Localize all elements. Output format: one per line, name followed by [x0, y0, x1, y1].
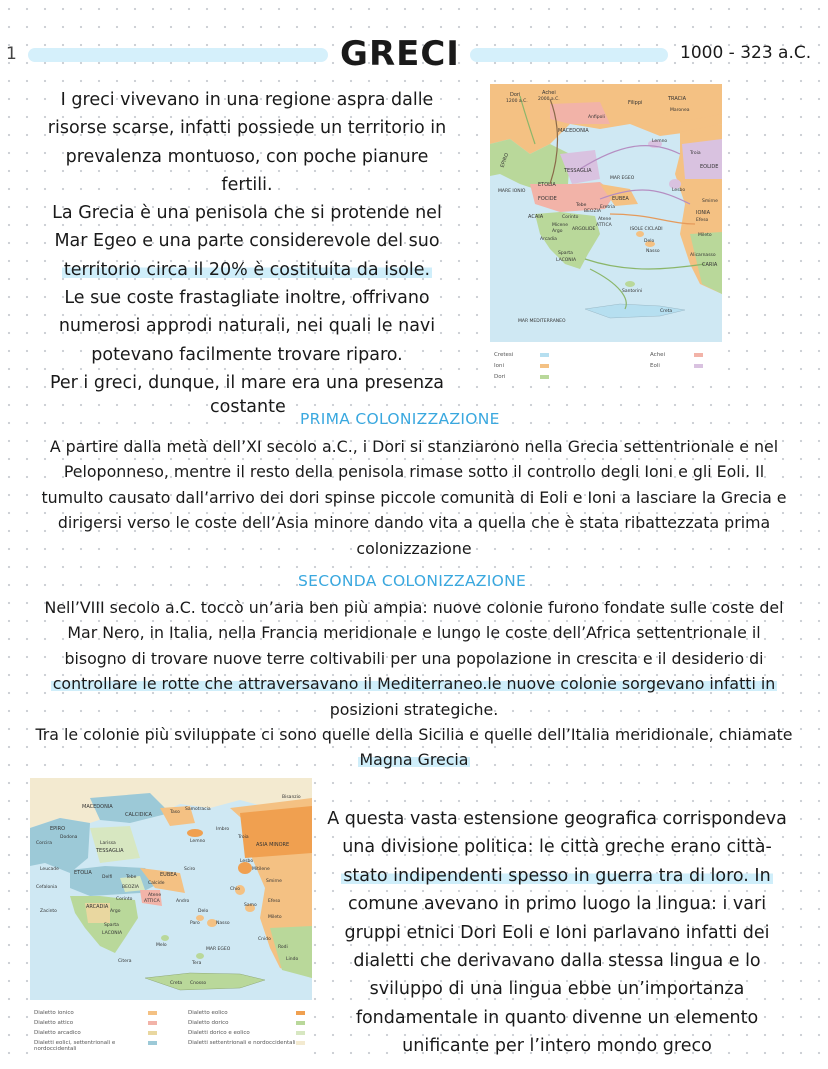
- map-label: Citera: [118, 959, 132, 964]
- map-label: Sparta: [558, 251, 573, 256]
- highlighted-text: territorio circa il 20% è costituita da isole.: [63, 259, 431, 280]
- legend-swatch: [148, 1021, 157, 1025]
- map-label: ISOLE CICLADI: [630, 227, 663, 232]
- map-label: 2000 a.C.: [538, 97, 560, 102]
- map-label: CALCIDICA: [125, 812, 152, 818]
- island-lemno: [187, 829, 203, 837]
- map-label: ACAIA: [528, 214, 544, 220]
- map-label: Atene: [598, 217, 612, 222]
- map-label: Cefalonia: [36, 885, 58, 890]
- text-line: fondamentale in quanto divenne un elemento: [355, 1007, 759, 1028]
- text-line: sviluppo di una lingua ebbe un’importanza: [369, 979, 745, 1000]
- legend-item: Dialetti eolici, settentrionali e nordoccidentali: [34, 1040, 116, 1052]
- map-label: ATTICA: [144, 899, 160, 904]
- map-greek-migrations: [490, 84, 722, 384]
- map-label: Dodona: [60, 835, 78, 840]
- text-line: unificante per l’intero mondo greco: [402, 1036, 712, 1057]
- map-label: CARIA: [702, 262, 718, 268]
- map-label: LACONIA: [556, 258, 577, 263]
- date-range: 1000 - 323 a.C.: [680, 43, 812, 63]
- map-label: Smirne: [266, 879, 282, 884]
- map-label: ETOLIA: [538, 182, 556, 188]
- title-highlight-right: [470, 48, 668, 62]
- map-label: Argo: [110, 909, 121, 914]
- map-label: 1200 a.C.: [506, 99, 528, 104]
- map-label: Anfipoli: [588, 115, 605, 120]
- legend-item: Dialetti dorico e eolico: [188, 1030, 250, 1036]
- map-label: EUBEA: [612, 196, 629, 202]
- map-label: Lemno: [652, 139, 668, 144]
- map-label: Delfi: [102, 875, 113, 880]
- map-label: Lemno: [190, 839, 206, 844]
- text-line: I greci vivevano in una regione aspra dalle: [60, 90, 434, 110]
- text-line: Tra le colonie più sviluppate ci sono quelle della Sicilia e quelle dell’Italia meridionale, chiamate: [35, 725, 793, 745]
- map-label: Corcira: [36, 841, 52, 846]
- map-label: Taso: [170, 810, 180, 815]
- section-text-seconda-colonizzazione: [14, 595, 814, 773]
- map-label: Corinto: [116, 897, 133, 902]
- map-label: Tera: [192, 961, 202, 966]
- map-label: EPIRO: [50, 826, 66, 832]
- map-label: Mileto: [268, 915, 282, 920]
- map-label: Tebe: [126, 875, 137, 880]
- map-label: EPIRO: [499, 152, 511, 169]
- legend-swatch: [296, 1011, 305, 1015]
- map-label: Nasso: [646, 249, 660, 254]
- section-text-prima-colonizzazione: [14, 434, 814, 561]
- map-label: MAR MEDITERRANEO: [518, 319, 566, 324]
- text-line: fertili.: [221, 174, 273, 195]
- map-label: Achei: [542, 90, 556, 96]
- map-label: MAR EGEO: [206, 947, 231, 952]
- legend-item: Dialetto attico: [34, 1020, 74, 1026]
- map-label: Micene: [552, 223, 568, 228]
- text-line: Peloponneso, mentre il resto della penisola rimase sotto il controllo degli Ioni e gli Eoli. Il: [63, 462, 765, 482]
- text-line: numerosi approdi naturali, nei quali le navi: [58, 316, 436, 337]
- island-rodi: [279, 949, 291, 957]
- map-label: Alicarnasso: [690, 253, 716, 258]
- map-label: Larissa: [100, 841, 116, 846]
- map-label: Zacinto: [40, 909, 57, 914]
- map-label: Santorini: [622, 289, 643, 294]
- text-line: gruppi etnici Dori Eoli e Ioni parlavano infatti dei: [344, 922, 770, 943]
- map-label: Imbro: [216, 827, 230, 832]
- map-label: BEOZIA: [122, 885, 139, 890]
- map-label: FOCIDE: [538, 196, 557, 202]
- map-label: Mileto: [698, 233, 712, 238]
- map-migrations-svg: [490, 84, 722, 342]
- map-label: MACEDONIA: [558, 128, 589, 134]
- map-label: Creta: [170, 981, 183, 986]
- legend-swatch: [540, 375, 549, 379]
- text-line: dirigersi verso le coste dell’Asia minore dando vita a quella che è stata ribattezzata prima: [57, 513, 771, 533]
- map-label: Melo: [156, 943, 167, 948]
- map-label: TRACIA: [668, 96, 687, 102]
- map-label: ASIA MINORE: [256, 842, 290, 848]
- legend-swatch: [148, 1011, 157, 1015]
- legend-item: Dialetto eolico: [188, 1010, 228, 1016]
- map-label: Troia: [238, 835, 249, 840]
- text-line: Mar Nero, in Italia, nella Francia meridionale e lungo le coste dell’Africa settentrionale il: [67, 623, 761, 643]
- text-line: dialetti che derivavano dalla stessa lingua e lo: [353, 951, 761, 972]
- map-label: LACONIA: [102, 931, 123, 936]
- map-label: Atene: [148, 893, 162, 898]
- map-label: Sparta: [104, 923, 119, 928]
- title-highlight-left: [28, 48, 328, 62]
- legend-swatch: [296, 1041, 305, 1045]
- map-label: Chio: [230, 887, 240, 892]
- legend-item: Dialetto arcadico: [34, 1030, 81, 1036]
- map-dialects-svg: [30, 778, 312, 1000]
- legend-swatch: [296, 1021, 305, 1025]
- map-label: Maronea: [670, 108, 690, 113]
- text-line: bisogno di trovare nuove terre coltivabili per una popolazione in crescita e il desiderio di: [64, 648, 764, 668]
- highlighted-text: controllare le rotte che attraversavano il Mediterraneo.le nuove colonie sorgevano infatti in: [52, 674, 776, 694]
- page-number: 1: [6, 44, 17, 64]
- map-label: Andro: [176, 899, 190, 904]
- text-line: [34, 256, 460, 284]
- map-label: Filippi: [628, 100, 643, 106]
- island-melo: [161, 935, 169, 941]
- map-label: Leucade: [40, 867, 59, 872]
- legend-swatch: [148, 1031, 157, 1035]
- legend-item: Cretesi: [494, 352, 514, 358]
- map-label: Calcide: [148, 881, 165, 886]
- map-label: TESSAGLIA: [96, 848, 124, 854]
- text-line: Mar Egeo e una parte considerevole del suo: [54, 231, 440, 252]
- text-line: [14, 747, 814, 772]
- island-tera: [196, 953, 204, 959]
- land-macedonia: [550, 102, 610, 124]
- map-label: Corinto: [562, 215, 579, 220]
- map-label: Cnido: [258, 937, 271, 942]
- text-line: La Grecia è una penisola che si protende nel: [52, 203, 442, 224]
- legend-item: Achei: [650, 352, 666, 358]
- map-label: IONIA: [696, 210, 711, 216]
- map-label: MAR EGEO: [610, 176, 635, 181]
- map-label: ATTICA: [596, 223, 612, 228]
- map-label: Smirne: [702, 199, 718, 204]
- section-title-prima-colonizzazione: PRIMA COLONIZZAZIONE: [300, 410, 500, 428]
- legend-swatch: [694, 353, 703, 357]
- map-label: Lesbo: [672, 188, 686, 193]
- legend-item: Dori: [494, 374, 506, 380]
- intro-tail-word: costante: [210, 397, 286, 417]
- intro-paragraph: [34, 86, 460, 397]
- highlighted-text: stato indipendenti spesso in guerra tra di loro. In: [343, 865, 771, 886]
- map-label: Argo: [552, 229, 563, 234]
- map-label: Lindo: [286, 957, 299, 962]
- map-label: Arcadia: [540, 237, 557, 242]
- map-label: Troia: [690, 151, 701, 156]
- map-label: TESSAGLIA: [564, 168, 592, 174]
- text-line: comune avevano in primo luogo la lingua: i vari: [347, 894, 767, 915]
- legend-swatch: [540, 364, 549, 368]
- text-line: Nell’VIII secolo a.C. toccò un’aria ben più ampia: nuove colonie furono fondate sulle coste del: [44, 598, 784, 617]
- text-line: potevano facilmente trovare riparo.: [91, 344, 403, 365]
- text-line: [322, 862, 792, 890]
- text-line: [14, 671, 814, 696]
- map-label: Rodi: [278, 945, 288, 950]
- map-label: EOLIDE: [700, 164, 719, 170]
- legend-item: Dialetto dorico: [188, 1020, 229, 1026]
- map-label: Eretria: [600, 205, 615, 210]
- map-label: Delo: [198, 909, 209, 914]
- map-greek-dialects: [30, 778, 312, 1062]
- map-label: Samotracia: [185, 807, 211, 812]
- legend-item: Dialetto ionico: [34, 1010, 74, 1016]
- text-line: colonizzazione: [356, 538, 472, 558]
- legend-item: Ioni: [494, 363, 505, 369]
- map-label: Delo: [644, 239, 655, 244]
- text-line: risorse scarse, infatti possiede un territorio in: [47, 118, 447, 139]
- land-eolide: [240, 806, 312, 858]
- map-label: Cnosso: [190, 981, 207, 986]
- legend-swatch: [148, 1041, 157, 1045]
- map-label: Efeso: [696, 218, 709, 223]
- map-label: Samo: [244, 903, 257, 908]
- map-label: Mitilene: [252, 867, 270, 872]
- map-label: Efeso: [268, 899, 281, 904]
- text-line: A partire dalla metà dell’XI secolo a.C., i Dori si stanziarono nella Grecia settentrionale e nel: [49, 437, 779, 456]
- map-label: Nasso: [216, 921, 230, 926]
- legend-swatch: [540, 353, 549, 357]
- section-title-seconda-colonizzazione: SECONDA COLONIZZAZIONE: [298, 572, 527, 590]
- map-label: ARGOLIDE: [572, 227, 596, 232]
- map-label: Sciro: [184, 867, 196, 872]
- map-label: Bisanzio: [282, 795, 301, 800]
- map-label: MACEDONIA: [82, 804, 113, 810]
- text-line: una divisione politica: le città greche erano città-: [342, 837, 772, 858]
- map-label: EUBEA: [160, 872, 177, 878]
- text-line: tumulto causato dall’arrivo dei dori spinse piccole comunità di Eoli e Ioni a lasciare la Grecia e: [41, 487, 787, 507]
- map-label: Lesbo: [240, 859, 254, 864]
- legend-swatch: [296, 1031, 305, 1035]
- text-line: Le sue coste frastagliate inoltre, offrivano: [64, 288, 430, 309]
- map-label: Tebe: [576, 203, 587, 208]
- legend-item: Eoli: [650, 363, 660, 369]
- map-label: MARE IONIO: [498, 189, 526, 194]
- map-label: ETOLIA: [74, 870, 92, 876]
- text-line: prevalenza montuoso, con poche pianure: [65, 146, 429, 167]
- highlighted-text: Magna Grecia: [359, 750, 469, 770]
- map-label: Paro: [190, 921, 200, 926]
- land-eolide: [682, 139, 722, 179]
- text-line: A questa vasta estensione geografica corrispondeva: [327, 809, 787, 829]
- legend-swatch: [694, 364, 703, 368]
- legend-item: Dialetti settentrionali e nordoccidentali: [188, 1040, 296, 1046]
- text-line: Per i greci, dunque, il mare era una presenza: [49, 372, 445, 393]
- island-santorini: [625, 281, 635, 287]
- page-title: GRECI: [340, 34, 460, 74]
- section-text-divisione-politica: [322, 805, 792, 1061]
- map-label: Dori: [510, 92, 521, 98]
- map-label: ARCADIA: [86, 904, 109, 910]
- text-line: posizioni strategiche.: [329, 699, 499, 719]
- map-label: Creta: [660, 309, 673, 314]
- map-label: BEOZIA: [584, 209, 601, 214]
